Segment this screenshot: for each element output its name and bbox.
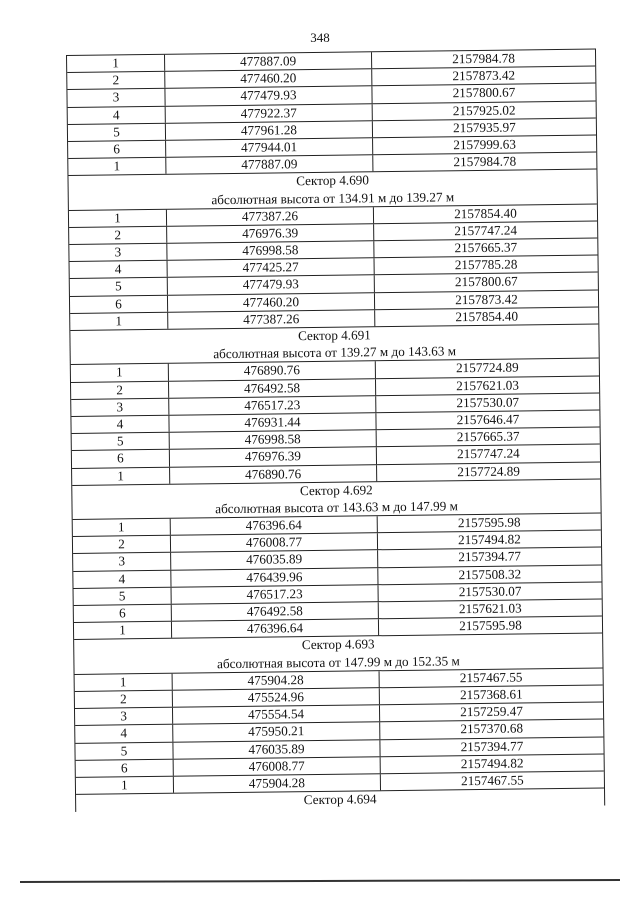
- point-number-cell: 1: [72, 467, 170, 484]
- x-coordinate-cell: 475554.54: [173, 705, 380, 724]
- x-coordinate-cell: 477944.01: [166, 138, 373, 157]
- x-coordinate-cell: 476890.76: [169, 362, 376, 381]
- point-number-cell: 1: [74, 622, 172, 639]
- x-coordinate-cell: 476890.76: [170, 465, 377, 484]
- point-number-cell: 6: [70, 295, 168, 312]
- y-coordinate-cell: 2157494.82: [458, 531, 521, 548]
- page-bottom-rule: [20, 879, 620, 883]
- point-number-cell: 4: [71, 416, 169, 433]
- sector-title: Сектор 4.693: [301, 636, 375, 653]
- x-coordinate-cell: 476517.23: [169, 396, 376, 415]
- point-number-cell: 5: [75, 742, 173, 759]
- point-number-cell: 1: [67, 55, 165, 72]
- x-coordinate-cell: 475524.96: [173, 688, 380, 707]
- y-coordinate-cell: 2157368.61: [459, 686, 523, 703]
- point-number-cell: 5: [74, 588, 172, 605]
- point-number-cell: 3: [67, 89, 165, 106]
- x-coordinate-cell: 477479.93: [165, 87, 372, 106]
- x-coordinate-cell: 476998.58: [167, 241, 374, 260]
- sector-title: Сектор 4.691: [297, 327, 371, 344]
- y-coordinate-cell: 2157747.24: [456, 445, 520, 462]
- y-coordinate-cell: 2157873.42: [455, 291, 518, 307]
- sector-height-range: абсолютная высота от 147.99 м до 152.35 м: [74, 651, 602, 675]
- x-coordinate-cell: 477387.26: [168, 310, 375, 329]
- y-coordinate-cell: 2157621.03: [458, 600, 522, 617]
- point-number-cell: 1: [69, 209, 167, 226]
- point-number-cell: 1: [75, 673, 173, 690]
- y-coordinate-cell: 2157665.37: [454, 239, 518, 256]
- sector-title: Сектор 4.690: [296, 172, 370, 189]
- y-coordinate-cell: 2157999.63: [453, 136, 517, 153]
- point-number-cell: 1: [68, 158, 166, 175]
- x-coordinate-cell: 477387.26: [167, 207, 374, 226]
- point-number-cell: 2: [73, 536, 171, 553]
- y-coordinate-cell: 2157984.78: [452, 50, 515, 67]
- x-coordinate-cell: 476035.89: [173, 740, 380, 759]
- sector-height-range: абсолютная высота от 143.63 м до 147.99 м: [72, 496, 600, 520]
- y-coordinate-cell: 2157800.67: [454, 273, 518, 290]
- y-coordinate-cell: 2157873.42: [452, 67, 516, 84]
- y-coordinate-cell: 2157800.67: [452, 84, 516, 101]
- y-coordinate-cell: 2157370.68: [460, 720, 524, 737]
- point-number-cell: 3: [71, 399, 169, 416]
- x-coordinate-cell: 476008.77: [174, 757, 381, 776]
- point-number-cell: 4: [70, 261, 168, 278]
- point-number-cell: 6: [72, 450, 170, 467]
- x-coordinate-cell: 476492.58: [169, 379, 376, 398]
- sector-title: Сектор 4.692: [299, 481, 373, 498]
- y-coordinate-cell: 2157467.55: [460, 772, 524, 789]
- x-coordinate-cell: 475950.21: [173, 723, 380, 742]
- y-coordinate-cell: 2157394.77: [458, 548, 522, 565]
- sector-height-range: абсолютная высота от 139.27 м до 143.63 м: [71, 342, 599, 366]
- y-coordinate-cell: 2157530.07: [458, 583, 522, 600]
- x-coordinate-cell: 477425.27: [168, 258, 375, 277]
- point-number-cell: 2: [71, 381, 169, 398]
- x-coordinate-cell: 477460.20: [168, 293, 375, 312]
- x-coordinate-cell: 476492.58: [172, 602, 379, 621]
- x-coordinate-cell: 476517.23: [172, 585, 379, 604]
- x-coordinate-cell: 477887.09: [165, 52, 372, 71]
- y-coordinate-cell: 2157494.82: [460, 755, 524, 771]
- x-coordinate-cell: 476976.39: [167, 224, 374, 243]
- y-coordinate-cell: 2157259.47: [460, 703, 523, 720]
- y-coordinate-cell: 2157747.24: [454, 222, 518, 239]
- coordinates-table: [66, 49, 605, 813]
- point-number-cell: 2: [67, 72, 165, 89]
- y-coordinate-cell: 2157785.28: [454, 256, 518, 273]
- x-coordinate-cell: 477479.93: [168, 276, 375, 295]
- y-coordinate-cell: 2157984.78: [453, 153, 517, 170]
- y-coordinate-cell: 2157854.40: [455, 308, 519, 325]
- sector-title: Сектор 4.694: [303, 791, 377, 808]
- point-number-cell: 4: [73, 570, 171, 587]
- point-number-cell: 1: [70, 313, 168, 330]
- x-coordinate-cell: 476396.64: [172, 619, 379, 638]
- point-number-cell: 6: [76, 759, 174, 776]
- point-number-cell: 5: [70, 278, 168, 295]
- y-coordinate-cell: 2157724.89: [457, 462, 521, 479]
- x-coordinate-cell: 476931.44: [169, 413, 376, 432]
- y-coordinate-cell: 2157925.02: [452, 102, 516, 118]
- y-coordinate-cell: 2157394.77: [460, 737, 524, 754]
- y-coordinate-cell: 2157935.97: [452, 119, 516, 136]
- point-number-cell: 3: [69, 244, 167, 261]
- point-number-cell: 4: [75, 725, 173, 742]
- y-coordinate-cell: 2157467.55: [459, 669, 523, 685]
- point-number-cell: 1: [71, 364, 169, 381]
- y-coordinate-cell: 2157724.89: [455, 359, 519, 376]
- point-number-cell: 1: [73, 519, 171, 536]
- x-coordinate-cell: 476396.64: [171, 516, 378, 535]
- x-coordinate-cell: 475904.28: [174, 774, 381, 793]
- x-coordinate-cell: 477887.09: [166, 155, 373, 174]
- y-coordinate-cell: 2157646.47: [456, 411, 520, 428]
- y-coordinate-cell: 2157595.98: [457, 514, 521, 531]
- point-number-cell: 3: [75, 708, 173, 725]
- y-coordinate-cell: 2157595.98: [459, 617, 522, 634]
- x-coordinate-cell: 477922.37: [166, 104, 373, 123]
- y-coordinate-cell: 2157621.03: [456, 377, 519, 393]
- point-number-cell: 6: [68, 141, 166, 158]
- point-number-cell: 5: [72, 433, 170, 450]
- point-number-cell: 6: [74, 605, 172, 622]
- x-coordinate-cell: 476035.89: [171, 551, 378, 570]
- x-coordinate-cell: 476008.77: [171, 533, 378, 552]
- y-coordinate-cell: 2157508.32: [458, 566, 522, 582]
- point-number-cell: 4: [68, 106, 166, 123]
- y-coordinate-cell: 2157854.40: [454, 205, 517, 221]
- point-number-cell: 1: [76, 777, 174, 794]
- point-number-cell: 2: [75, 691, 173, 708]
- x-coordinate-cell: 475904.28: [173, 671, 380, 690]
- sector-height-range: абсолютная высота от 134.91 м до 139.27 м: [69, 187, 597, 211]
- y-coordinate-cell: 2157665.37: [456, 428, 520, 445]
- x-coordinate-cell: 476976.39: [170, 448, 377, 467]
- x-coordinate-cell: 476439.96: [171, 568, 378, 587]
- y-coordinate-cell: 2157530.07: [456, 394, 520, 411]
- point-number-cell: 3: [73, 553, 171, 570]
- point-number-cell: 2: [69, 227, 167, 244]
- x-coordinate-cell: 476998.58: [170, 430, 377, 449]
- page-number: 348: [310, 30, 330, 45]
- x-coordinate-cell: 477460.20: [165, 69, 372, 88]
- x-coordinate-cell: 477961.28: [166, 121, 373, 140]
- point-number-cell: 5: [68, 124, 166, 141]
